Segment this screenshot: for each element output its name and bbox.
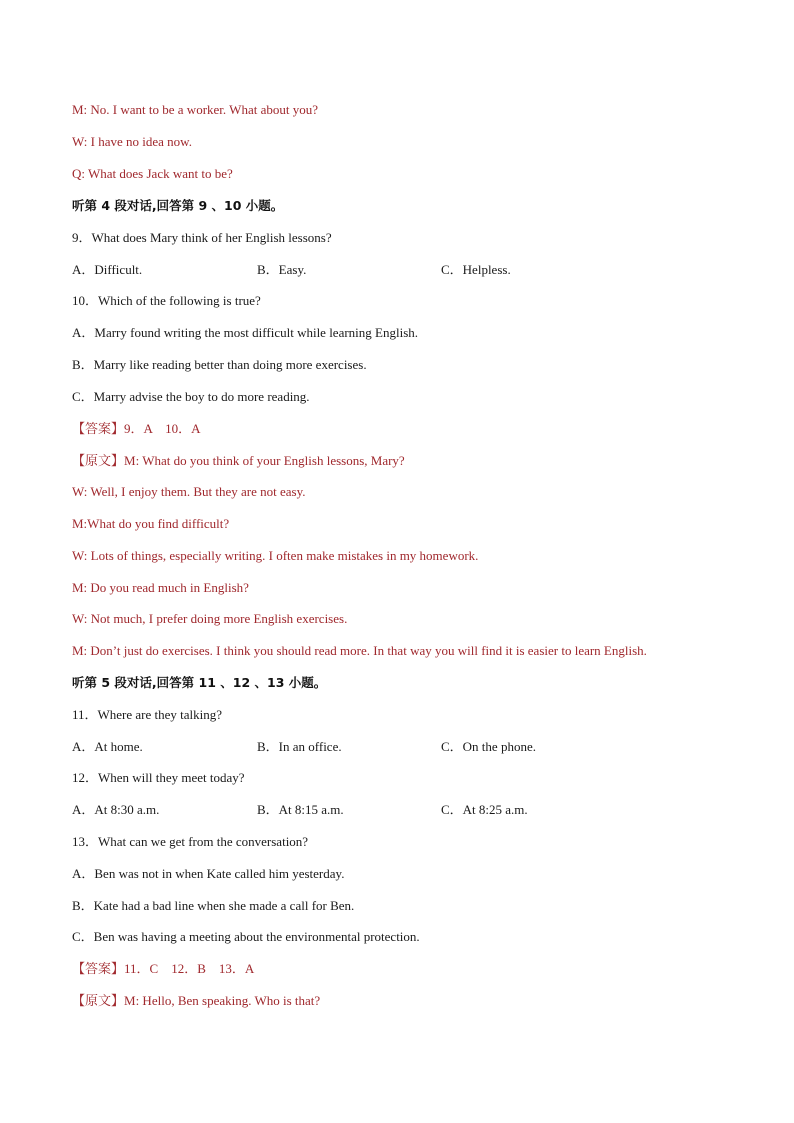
option-a: A．Ben was not in when Kate called him yesterday. — [72, 866, 345, 881]
script-line: M: Do you read much in English? — [72, 580, 249, 595]
script-line: M: Don’t just do exercises. I think you should read more. In that way you will find it is easier to learn English. — [72, 643, 647, 658]
option-c: C．Marry advise the boy to do more reading. — [72, 389, 310, 404]
script-question-line: Q: What does Jack want to be? — [72, 166, 233, 181]
script-first-line: M: Hello, Ben speaking. Who is that? — [124, 993, 321, 1008]
question-stem: 11．Where are they talking? — [72, 707, 223, 722]
script-first-line: M: What do you think of your English lessons, Mary? — [124, 453, 405, 468]
answer-line — [72, 421, 201, 437]
option-a: A．At 8:30 a.m. — [72, 802, 160, 817]
script-tag: 【原文】 — [72, 993, 125, 1008]
option-c: C．At 8:25 a.m. — [441, 802, 528, 817]
option-a: A．Marry found writing the most difficult while learning English. — [72, 325, 419, 340]
question-stem: 12．When will they meet today? — [72, 770, 245, 785]
script-line: M: No. I want to be a worker. What about you? — [72, 102, 318, 117]
script-tag: 【原文】 — [72, 453, 125, 468]
script-line — [72, 993, 320, 1009]
option-a: A．Difficult. — [72, 262, 143, 277]
script-line — [72, 453, 405, 469]
question-stem: 13．What can we get from the conversation? — [72, 834, 309, 849]
answer-line — [72, 961, 254, 977]
section-heading: 听第 4 段对话,回答第 9 、10 小题。 — [72, 198, 284, 213]
option-b: B．In an office. — [257, 739, 342, 754]
option-a: A．At home. — [72, 739, 143, 754]
option-c: C．On the phone. — [441, 739, 536, 754]
answer-text: 11．C 12．B 13．A — [124, 961, 255, 976]
answer-text: 9．A 10．A — [124, 421, 201, 436]
answer-tag: 【答案】 — [72, 961, 125, 976]
option-c: C．Ben was having a meeting about the environmental protection. — [72, 929, 420, 944]
option-b: B．Easy. — [257, 262, 307, 277]
script-line: W: I have no idea now. — [72, 134, 192, 149]
option-b: B．Kate had a bad line when she made a call for Ben. — [72, 898, 355, 913]
option-c: C．Helpless. — [441, 262, 511, 277]
script-line: W: Well, I enjoy them. But they are not easy. — [72, 484, 306, 499]
option-b: B．At 8:15 a.m. — [257, 802, 344, 817]
script-line: W: Lots of things, especially writing. I often make mistakes in my homework. — [72, 548, 479, 563]
question-stem: 10．Which of the following is true? — [72, 293, 261, 308]
option-b: B．Marry like reading better than doing more exercises. — [72, 357, 367, 372]
script-line: W: Not much, I prefer doing more English exercises. — [72, 611, 348, 626]
script-line: M:What do you find difficult? — [72, 516, 230, 531]
answer-tag: 【答案】 — [72, 421, 125, 436]
question-stem: 9．What does Mary think of her English lessons? — [72, 230, 332, 245]
section-heading: 听第 5 段对话,回答第 11 、12 、13 小题。 — [72, 675, 327, 690]
